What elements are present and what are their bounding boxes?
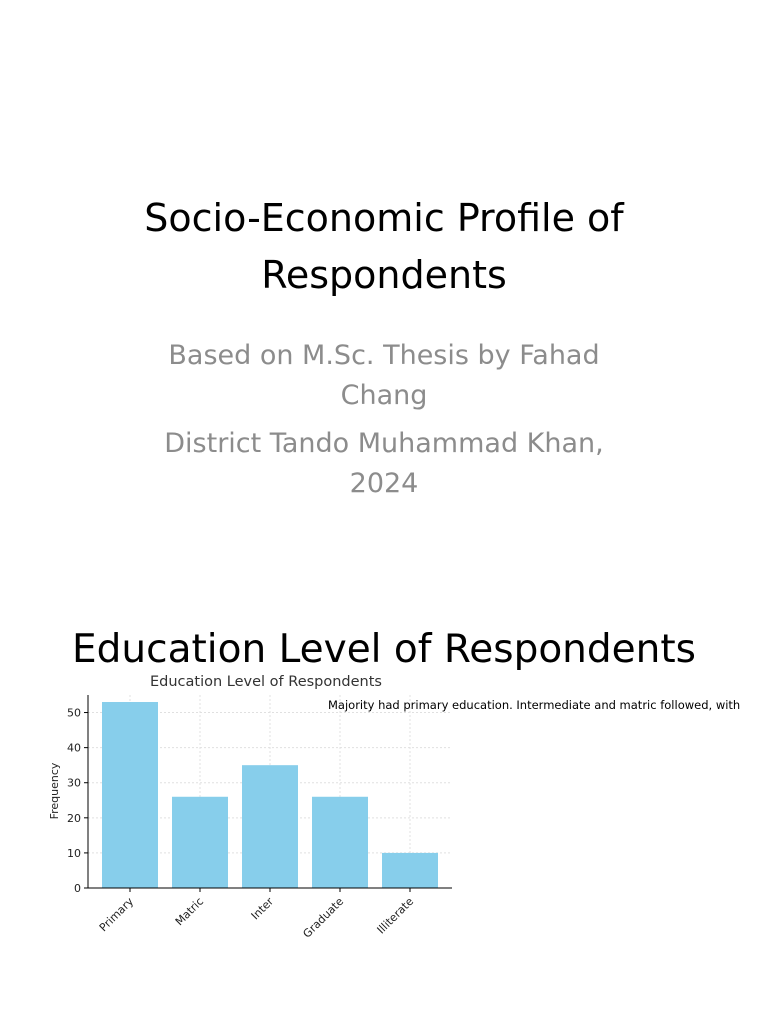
y-axis-label: Frequency <box>48 762 61 820</box>
subtitle-block <box>134 336 634 512</box>
bar-primary <box>102 702 158 888</box>
y-tick-label: 30 <box>67 776 81 790</box>
bar-graduate <box>312 797 368 888</box>
y-tick-label: 40 <box>67 741 81 755</box>
y-tick-label: 20 <box>67 811 81 825</box>
x-tick-label: Inter <box>248 894 277 923</box>
bar-illiterate <box>382 853 438 888</box>
education-chart <box>40 671 460 953</box>
x-tick-label: Graduate <box>300 894 347 941</box>
x-tick-label: Primary <box>96 894 137 935</box>
chart-note: Majority had primary education. Intermediate and matric followed, with <box>328 698 741 712</box>
bar-inter <box>242 765 298 888</box>
x-tick-label: Matric <box>172 894 207 929</box>
y-tick-label: 0 <box>74 882 81 895</box>
y-tick-label: 10 <box>67 846 81 860</box>
x-tick-label: Illiterate <box>374 894 417 937</box>
education-bar-chart <box>40 671 460 953</box>
slide-education <box>0 576 768 1024</box>
chart-title: Education Level of Respondents <box>150 674 382 690</box>
presentation-title: Socio-Economic Profile of Respondents <box>144 196 624 297</box>
y-tick-label: 50 <box>67 706 81 720</box>
chart-bars <box>102 702 438 888</box>
bar-matric <box>172 797 228 888</box>
subtitle-district: District Tando Muhammad Khan, 2024 <box>164 428 604 499</box>
slide-title-education: Education Level of Respondents <box>72 627 696 672</box>
subtitle-thesis: Based on M.Sc. Thesis by Fahad Chang <box>168 340 600 411</box>
